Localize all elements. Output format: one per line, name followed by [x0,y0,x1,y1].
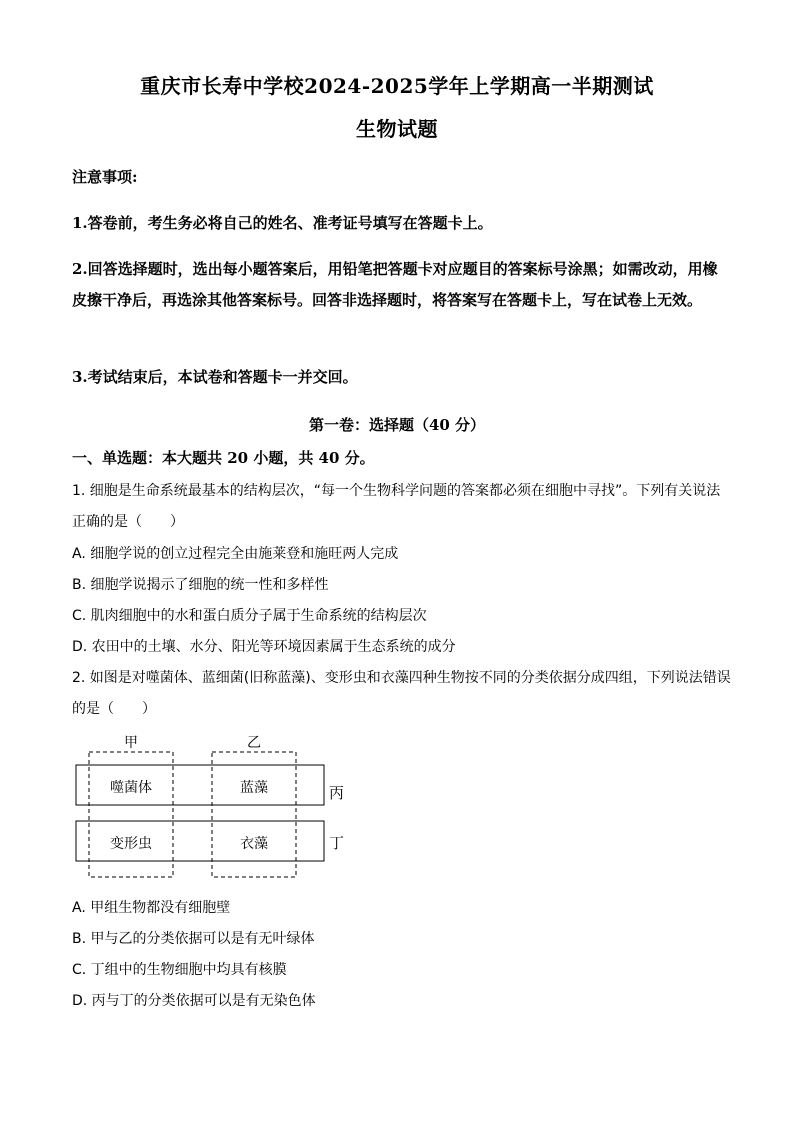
cell-amoeba: 变形虫 [110,836,152,852]
notice-heading: 注意事项: [72,168,138,186]
cell-phage: 噬菌体 [110,780,152,796]
notice-item-1: 1.答卷前，考生务必将自己的姓名、准考证号填写在答题卡上。 [72,214,493,232]
question-2-stem: 2. 如图是对噬菌体、蓝细菌(旧称蓝藻)、变形虫和衣藻四种生物按不同的分类依据分成四组，下列说法错误的是（ ） [72,670,731,717]
question-1-option-d: D. 农田中的土壤、水分、阳光等环境因素属于生态系统的成分 [72,639,456,655]
cell-chlamydomonas: 衣藻 [240,836,268,852]
label-jia: 甲 [124,735,138,751]
question-1-option-a: A. 细胞学说的创立过程完全由施莱登和施旺两人完成 [72,546,399,562]
section-title: 第一卷：选择题（40 分） [308,416,486,434]
label-yi: 乙 [247,735,261,751]
question-2-option-b: B. 甲与乙的分类依据可以是有无叶绿体 [72,931,315,947]
label-ding: 丁 [329,834,345,852]
question-2-option-a: A. 甲组生物都没有细胞壁 [72,900,231,916]
question-1-option-c: C. 肌肉细胞中的水和蛋白质分子属于生命系统的结构层次 [72,608,427,624]
group-jia-box [89,752,173,877]
cell-cyanobacteria: 蓝藻 [240,780,268,796]
page-subtitle: 生物试题 [356,117,438,141]
page-title: 重庆市长寿中学校2024-2025学年上学期高一半期测试 [140,74,654,98]
question-2-option-c: C. 丁组中的生物细胞中均具有核膜 [72,962,287,978]
question-2-option-d: D. 丙与丁的分类依据可以是有无染色体 [72,993,316,1009]
label-bing: 丙 [329,784,345,802]
notice-item-3: 3.考试结束后，本试卷和答题卡一并交回。 [72,368,358,386]
question-1-option-b: B. 细胞学说揭示了细胞的统一性和多样性 [72,577,329,593]
section-part: 一、单选题：本大题共 20 小题，共 40 分。 [72,449,375,467]
question-1-stem: 1. 细胞是生命系统最基本的结构层次，“每一个生物科学问题的答案都必须在细胞中寻找”。下列有关说法正确的是（ ） [72,483,721,530]
notice-item-2: 2.回答选择题时，选出每小题答案后，用铅笔把答题卡对应题目的答案标号涂黑；如需改动，用橡皮擦干净后，再选涂其他答案标号。回答非选择题时，将答案写在答题卡上，写在试卷上无效。 [72,260,718,309]
group-yi-box [212,752,296,877]
